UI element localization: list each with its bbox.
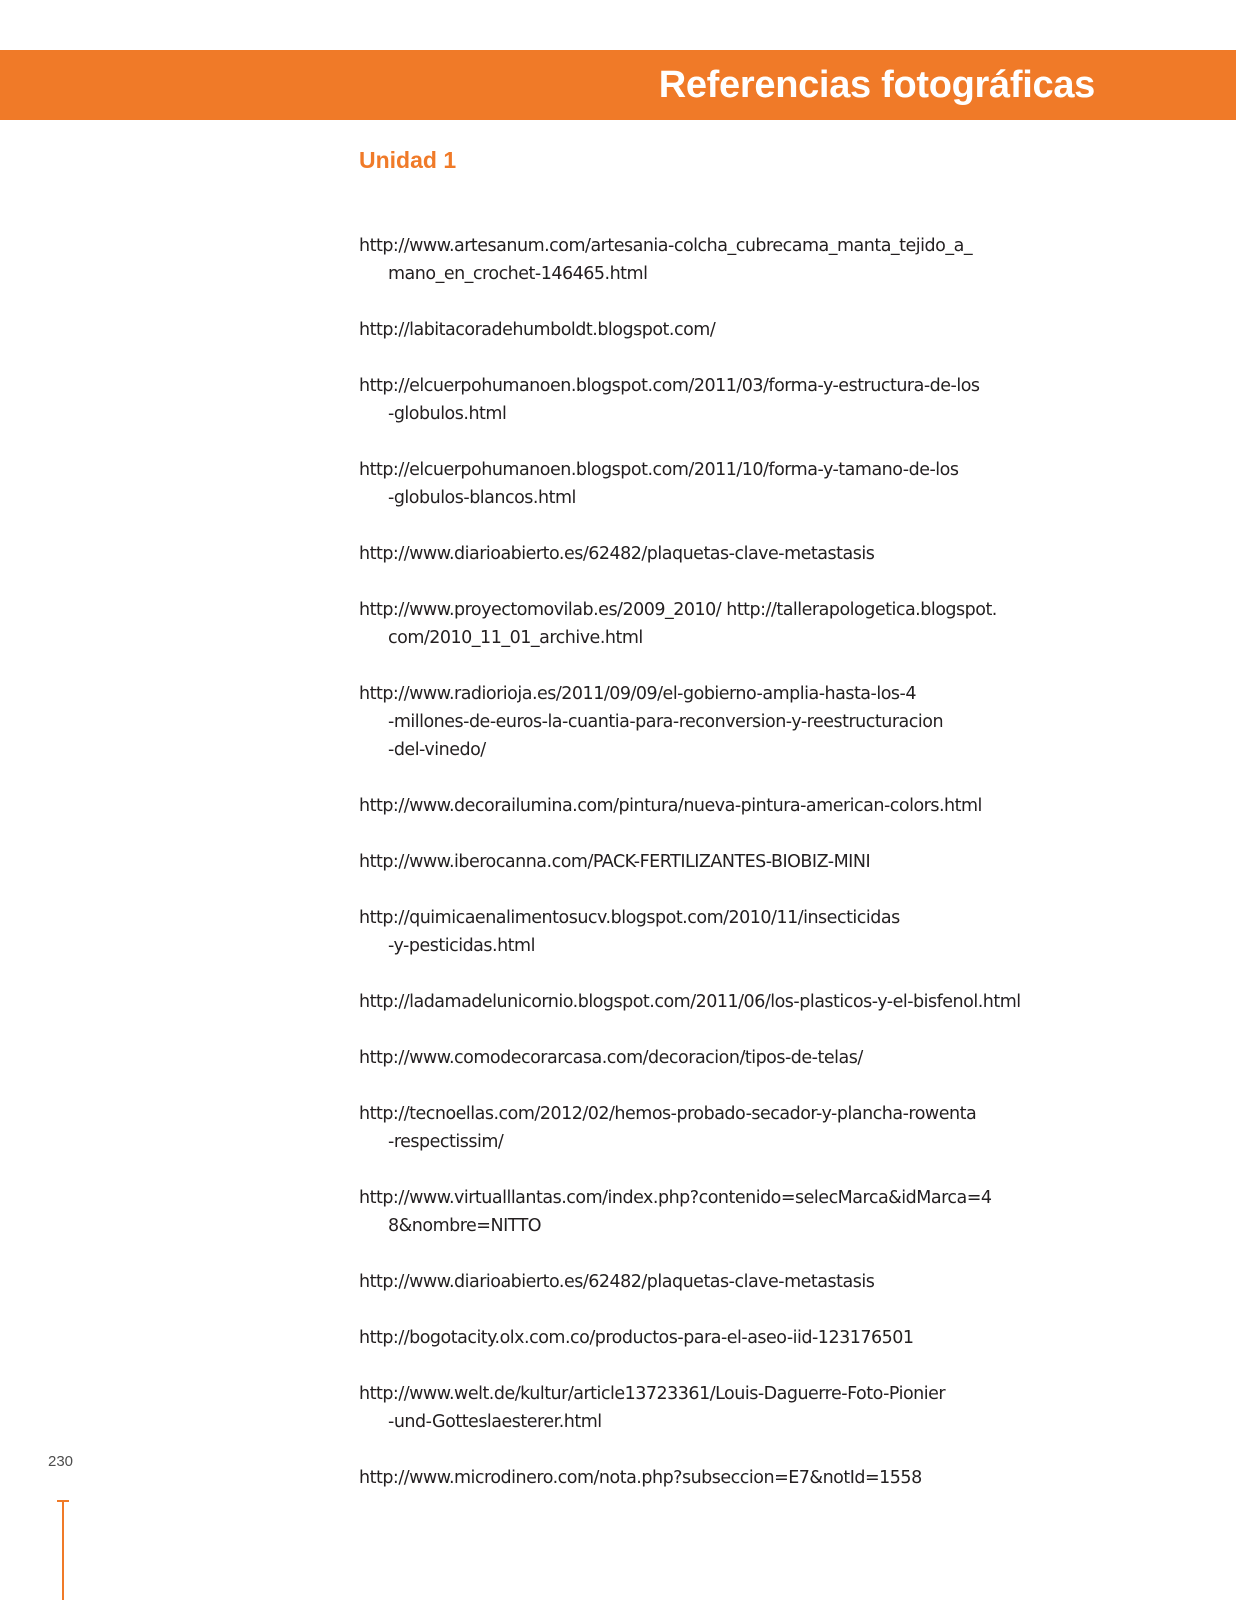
page-number: 230: [48, 1453, 74, 1470]
reference-item: http://www.diarioabierto.es/62482/plaquetas-clave-metastasis: [359, 1272, 875, 1292]
reference-item: http://www.radiorioja.es/2011/09/09/el-gobierno-amplia-hasta-los-4 -millones-de-euros-la-cuantia-para-reconversion-y-reestructuracion -del-vinedo/: [359, 684, 944, 760]
section-heading: Unidad 1: [359, 147, 457, 173]
reference-item: http://www.proyectomovilab.es/2009_2010/ http://tallerapologetica.blogspot. com/2010_11_01_archive.html: [359, 600, 997, 648]
margin-rule: [62, 1500, 64, 1600]
reference-item: http://bogotacity.olx.com.co/productos-para-el-aseo-iid-123176501: [359, 1328, 914, 1348]
reference-item: http://ladamadelunicornio.blogspot.com/2011/06/los-plasticos-y-el-bisfenol.html: [359, 992, 1021, 1012]
reference-item: http://elcuerpohumanoen.blogspot.com/2011/10/forma-y-tamano-de-los -globulos-blancos.html: [359, 460, 959, 508]
reference-item: http://labitacoradehumboldt.blogspot.com/: [359, 320, 716, 340]
reference-item: http://www.microdinero.com/nota.php?subseccion=E7&notId=1558: [359, 1468, 922, 1488]
page-title: Referencias fotográficas: [658, 64, 1095, 106]
reference-item: http://elcuerpohumanoen.blogspot.com/2011/03/forma-y-estructura-de-los -globulos.html: [359, 376, 980, 424]
header-banner: [0, 50, 1236, 120]
reference-item: http://www.artesanum.com/artesania-colcha_cubrecama_manta_tejido_a_ mano_en_crochet-146465.html: [359, 236, 973, 284]
reference-item: http://www.welt.de/kultur/article13723361/Louis-Daguerre-Foto-Pionier -und-Gotteslaesterer.html: [359, 1384, 946, 1432]
reference-item: http://tecnoellas.com/2012/02/hemos-probado-secador-y-plancha-rowenta -respectissim/: [359, 1104, 977, 1152]
reference-item: http://www.iberocanna.com/PACK-FERTILIZANTES-BIOBIZ-MINI: [359, 852, 871, 872]
reference-item: http://www.virtualllantas.com/index.php?contenido=selecMarca&idMarca=4 8&nombre=NITTO: [359, 1188, 992, 1236]
reference-item: http://www.decorailumina.com/pintura/nueva-pintura-american-colors.html: [359, 796, 982, 816]
reference-item: http://www.diarioabierto.es/62482/plaquetas-clave-metastasis: [359, 544, 875, 564]
reference-list: [359, 232, 1099, 1520]
reference-item: http://quimicaenalimentosucv.blogspot.com/2010/11/insecticidas -y-pesticidas.html: [359, 908, 900, 956]
reference-item: http://www.comodecorarcasa.com/decoracion/tipos-de-telas/: [359, 1048, 863, 1068]
margin-rule-tick: [57, 1500, 69, 1502]
